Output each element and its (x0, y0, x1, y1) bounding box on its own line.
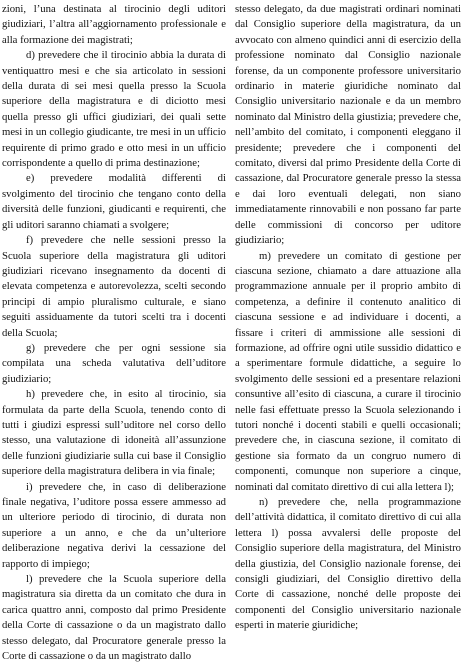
paragraph-h: h) prevedere che, in esito al tirocinio, sia formulata da parte della Scuola, tenendo conto di tutti i giudizi espressi sull’uditore nel corso dello stesso, una valutazione di idoneità all’assunzione delle funzioni giudiziarie sulla cui base il Consiglio superiore della magistratura delibera in via finale; (2, 388, 226, 478)
paragraph-m: m) prevedere un comitato di gestione per ciascuna sezione, chiamato a dare attuazione alla programmazione annuale per il proprio ambito di competenza, a definire il contenuto analitico di ciascuna sessione e ad individuare i docenti, a fissare i criteri di ammissione alle sessioni di formazione, ad offrire ogni utile sussidio didattico e a sperimentare formule didattiche, a seguire lo svolgimento delle sessioni ed a presentare relazioni consuntive all’esito di ciascuna, a curare il tirocinio nelle fasi effettuate presso la Scuola selezionando i tutori nonché i docenti stabili e quelli occasionali; prevedere che, in ciascuna sezione, il comitato di gestione sia formato da un congruo numero di componenti, comunque non superiore a cinque, nominati dal comitato direttivo di cui alla lettera l); (235, 249, 461, 493)
paragraph-d: d) prevedere che il tirocinio abbia la durata di ventiquattro mesi e che sia articolato in sessioni della durata di sei mesi quella presso la Scuola superiore della magistratura e di diciotto mesi quella presso gli uffici giudiziari, dei quali sette mesi in un collegio giudicante, tre mesi in un ufficio requirente di primo grado e otto mesi in un ufficio corrispondente a quello di prima destinazione; (2, 49, 226, 170)
paragraph-n: n) prevedere che, nella programmazione dell’attività didattica, il comitato direttivo di cui alla lettera l) possa avvalersi delle proposte del Consiglio superiore della magistratura, del Ministro della giustizia, del Consiglio nazionale forense, dei consigli giudiziari, del Consiglio direttivo della Corte di cassazione, nonché delle proposte dei componenti del Consiglio universitario nazionale esperti in materie giuridiche; (235, 496, 461, 632)
left-text-column (2, 2, 226, 664)
paragraph-i: i) prevedere che, in caso di deliberazione finale negativa, l’uditore possa essere ammesso ad un ulteriore periodo di tirocinio, di durata non superiore a un anno, e che da un’ulteriore deliberazione negativa derivi la cessazione del rapporto di impiego; (2, 480, 226, 570)
paragraph-f: f) prevedere che nelle sessioni presso la Scuola superiore della magistratura gli uditori giudiziari ricevano insegnamento da docenti di elevata competenza e autorevolezza, scelti secondo principi di ampio pluralismo culturale, e siano seguiti assiduamente da tutori scelti tra i docenti della Scuola; (2, 234, 226, 339)
right-text-column (235, 2, 461, 634)
paragraph-0: zioni, l’una destinata al tirocinio degli uditori giudiziari, l’altra all’aggiornamento professionale e alla formazione dei magistrati; (2, 3, 226, 46)
paragraph-g: g) prevedere che per ogni sessione sia compilata una scheda valutativa dell’uditore giudiziario; (2, 341, 226, 385)
paragraph-l: l) prevedere che la Scuola superiore della magistratura sia diretta da un comitato che dura in carica quattro anni, composto dal primo Presidente della Corte di cassazione o da un magistrato dallo stesso delegato, dal Procuratore generale presso la Corte di cassazione o da un magistrato dallo (2, 573, 226, 663)
paragraph-e: e) prevedere modalità differenti di svolgimento del tirocinio che tengano conto della diversità delle funzioni, giudicanti e requirenti, che gli uditori saranno chiamati a svolgere; (2, 172, 226, 231)
paragraph-continuation: stesso delegato, da due magistrati ordinari nominati dal Consiglio superiore della magistratura, da un avvocato con almeno quindici anni di esercizio della professione nominato dal Consiglio nazionale forense, da un componente professore universitario ordinario in materie giuridiche nominato dal Consiglio universitario nazionale e da un membro nominato dal Ministro della giustizia; prevedere che, nell’ambito del comitato, i componenti eleggano il presidente; prevedere che i componenti del comitato, diversi dal primo Presidente della Corte di cassazione, dal Procuratore generale presso la stessa e dai loro eventuali delegati, non siano immediatamente rinnovabili e non possano far parte delle commissioni di concorso per uditore giudiziario; (235, 3, 461, 247)
